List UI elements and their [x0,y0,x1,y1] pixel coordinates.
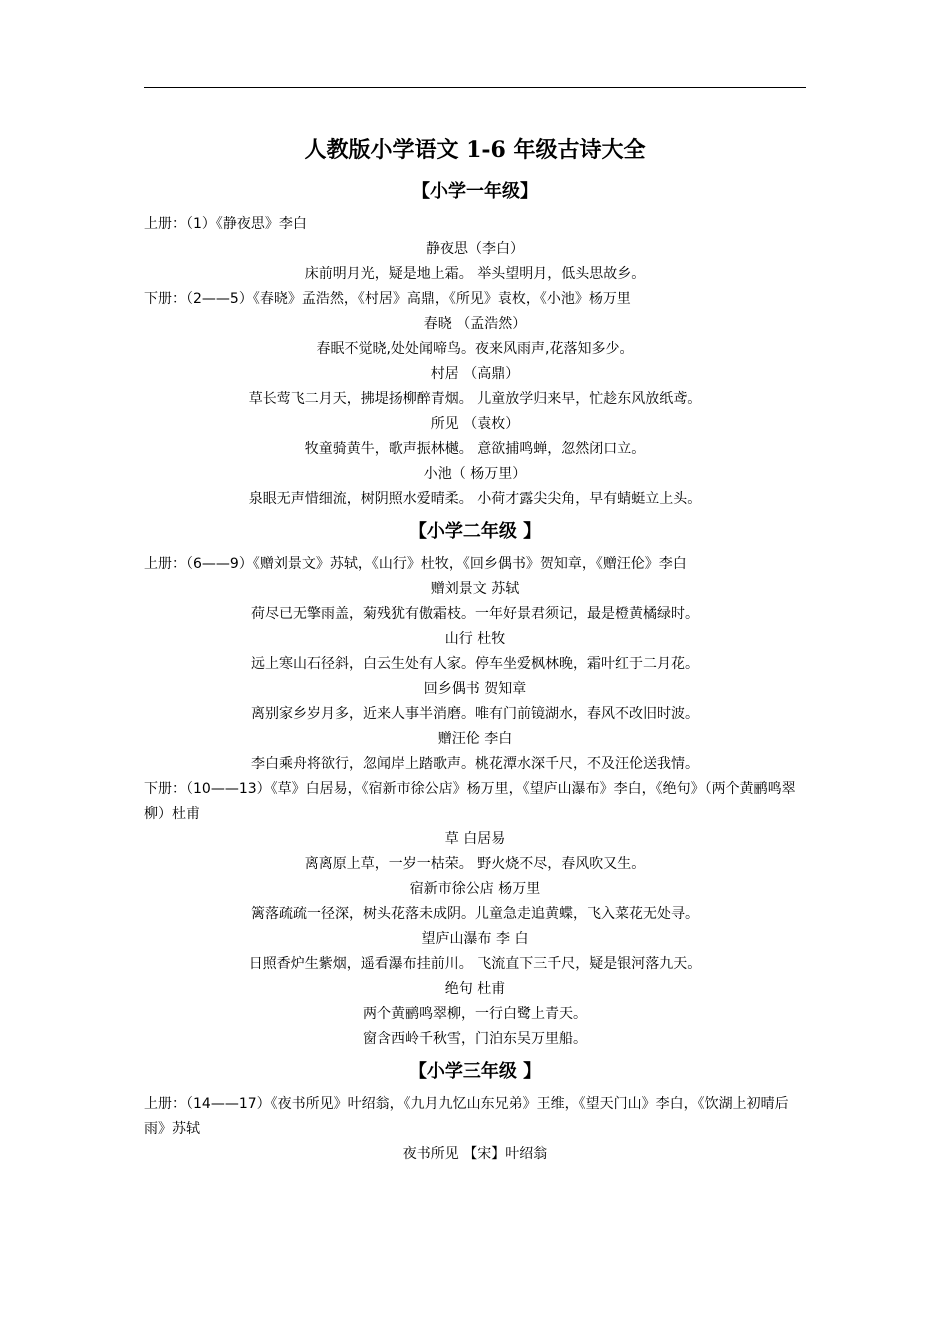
semester-label: 上册：（6——9）《赠刘景文》苏轼，《山行》杜牧，《回乡偶书》贺知章，《赠汪伦》李白 [144,556,687,572]
poem-heading: 所见 （袁枚） [430,416,520,432]
poem-line: 远上寒山石径斜，白云生处有人家。停车坐爱枫林晚，霜叶红于二月花。 [251,656,699,672]
poem-group [144,1142,806,1167]
poem-line: 李白乘舟将欲行，忽闻岸上踏歌声。桃花潭水深千尺，不及汪伦送我情。 [251,756,699,772]
header-rule [144,87,806,88]
grade-heading-2: 【小学二年级 】 [408,521,542,542]
poem-group [144,312,806,512]
poem-heading: 春晓 （孟浩然） [423,316,527,332]
poem-line: 泉眼无声惜细流，树阴照水爱晴柔。 小荷才露尖尖角，早有蜻蜓立上头。 [248,491,702,507]
semester-label: 上册：（14——17）《夜书所见》叶绍翁，《九月九忆山东兄弟》王维，《望天门山》李白，《饮湖上初晴后雨》苏轼 [144,1096,789,1137]
page-title: 人教版小学语文 1-6 年级古诗大全 [304,137,646,163]
poem-group [144,827,806,1052]
poem-line: 离离原上草，一岁一枯荣。 野火烧不尽，春风吹又生。 [304,856,646,872]
semester-label: 下册：（10——13）《草》白居易，《宿新市徐公店》杨万里，《望庐山瀑布》李白，《绝句》（两个黄鹂鸣翠柳）杜甫 [144,781,796,822]
poem-line: 离别家乡岁月多，近来人事半消磨。唯有门前镜湖水，春风不改旧时波。 [251,706,699,722]
poem-heading: 草 白居易 [444,831,506,847]
poem-heading: 夜书所见 【宋】叶绍翁 [402,1146,548,1162]
poem-group [144,577,806,777]
poem-line: 篱落疏疏一径深，树头花落未成阴。儿童急走追黄蝶，飞入菜花无处寻。 [251,906,699,922]
poem-heading: 小池（ 杨万里） [423,466,527,482]
document-body [144,128,806,1167]
poem-heading: 山行 杜牧 [444,631,506,647]
poem-line: 草长莺飞二月天，拂堤扬柳醉青烟。 儿童放学归来早，忙趁东风放纸鸢。 [248,391,702,407]
poem-heading: 绝句 杜甫 [444,981,506,997]
grade-heading-3: 【小学三年级 】 [408,1061,542,1082]
poem-line: 两个黄鹂鸣翠柳，一行白鹭上青天。 [363,1006,587,1022]
poem-line: 窗含西岭千秋雪，门泊东吴万里船。 [363,1031,587,1047]
poem-line: 床前明月光，疑是地上霜。 举头望明月，低头思故乡。 [304,266,646,282]
grade-heading-1: 【小学一年级】 [412,181,538,202]
poem-line: 牧童骑黄牛，歌声振林樾。 意欲捕鸣蝉，忽然闭口立。 [304,441,646,457]
poem-heading: 回乡偶书 贺知章 [423,681,527,697]
poem-heading: 静夜思（李白） [426,241,524,257]
poem-heading: 望庐山瀑布 李 白 [421,931,529,947]
poem-heading: 赠汪伦 李白 [437,731,513,747]
poem-heading: 赠刘景文 苏轼 [430,581,520,597]
poem-heading: 村居 （高鼎） [430,366,520,382]
semester-label: 下册：（2——5）《春晓》孟浩然，《村居》高鼎，《所见》袁枚，《小池》杨万里 [144,291,631,307]
poem-line: 荷尽已无擎雨盖，菊残犹有傲霜枝。一年好景君须记，最是橙黄橘绿时。 [251,606,699,622]
poem-line: 春眠不觉晓,处处闻啼鸟。夜来风雨声,花落知多少。 [316,341,634,357]
poem-line: 日照香炉生紫烟，遥看瀑布挂前川。 飞流直下三千尺，疑是银河落九天。 [248,956,702,972]
poem-group [144,237,806,287]
semester-label: 上册：（1）《静夜思》李白 [144,216,307,232]
poem-heading: 宿新市徐公店 杨万里 [409,881,541,897]
